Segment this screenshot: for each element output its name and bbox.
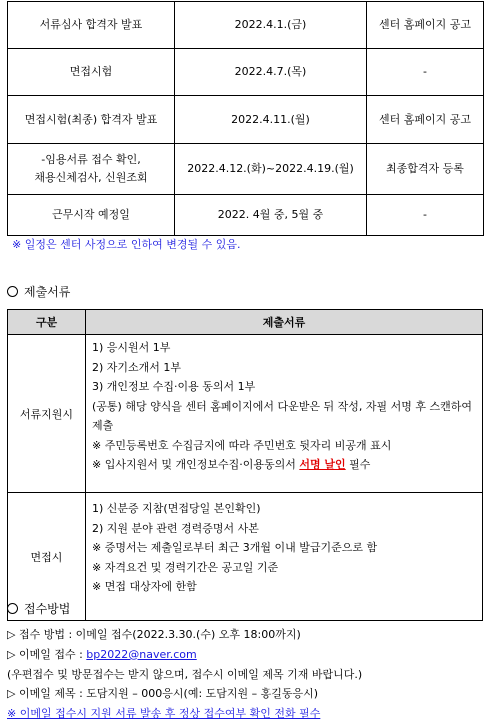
method-heading [7, 600, 70, 617]
schedule-step-text: -임용서류 접수 확인, [41, 153, 141, 166]
email-label: ▷ 이메일 접수 : [7, 647, 87, 661]
list-item: (공통) 해당 양식을 센터 홈페이지에서 다운받은 뒤 작성, 자필 서명 후 스캔하여 제출 [92, 399, 472, 432]
schedule-note-cell: 센터 홈페이지 공고 [367, 2, 484, 49]
schedule-step-cell [8, 144, 175, 195]
schedule-row [8, 2, 484, 49]
circle-bullet-icon [7, 286, 18, 297]
column-header-documents: 제출서류 [86, 310, 483, 335]
schedule-step-cell [8, 195, 175, 236]
schedule-step-text: 근무시작 예정일 [52, 208, 130, 221]
schedule-date-cell [175, 2, 367, 49]
schedule-row [8, 49, 484, 96]
category-cell: 서류지원시 [8, 335, 86, 493]
method-line: (우편접수 및 방문접수는 받지 않으며, 접수시 이메일 제목 기재 바랍니다.) [7, 667, 363, 681]
documents-table [7, 309, 483, 621]
list-item: ※ 면접 대상자에 한함 [92, 580, 197, 593]
signature-emphasis: 서명 날인 [299, 458, 346, 471]
schedule-step-cell [8, 2, 175, 49]
schedule-table [7, 1, 484, 236]
method-heading-label: 접수방법 [24, 602, 71, 616]
schedule-date-text: 2022.4.11.(월) [231, 112, 310, 126]
signature-note-prefix: ※ 입사지원서 및 개인정보수집·이용동의서 [92, 458, 300, 471]
list-item: 3) 개인정보 수집·이용 동의서 1부 [92, 380, 256, 393]
table-row [8, 493, 483, 621]
method-line [7, 645, 362, 665]
method-warning: ※ 이메일 접수시 지원 서류 발송 후 정상 접수여부 확인 전화 필수 [7, 707, 321, 721]
schedule-date-text: 2022.4.12.(화)~2022.4.19.(월) [187, 162, 354, 175]
signature-note-suffix: 필수 [345, 458, 371, 471]
schedule-date-cell [175, 96, 367, 144]
schedule-notice: ※ 일정은 센터 사정으로 인하여 변경될 수 있음. [12, 238, 241, 251]
list-item: ※ 증명서는 제출일로부터 최근 3개월 이내 발급기준으로 함 [92, 541, 378, 554]
schedule-body [8, 2, 484, 236]
schedule-row [8, 96, 484, 144]
documents-cell [86, 335, 483, 493]
schedule-step-text: 채용신체검사, 신원조회 [34, 171, 148, 184]
schedule-step-text: 서류심사 합격자 발표 [39, 18, 143, 31]
schedule-date-cell [175, 49, 367, 96]
schedule-date-text: 2022.4.1.(금) [234, 18, 307, 31]
method-body [7, 625, 362, 724]
category-cell: 면접시 [8, 493, 86, 621]
schedule-step-text: 면접시험(최종) 합격자 발표 [24, 112, 158, 126]
circle-bullet-icon [7, 603, 18, 614]
column-header-category: 구분 [8, 310, 86, 335]
list-item: ※ 주민등록번호 수집금지에 따라 주민번호 뒷자리 비공개 표시 [92, 438, 392, 452]
schedule-step-cell [8, 96, 175, 144]
email-link[interactable]: bp2022@naver.com [86, 647, 197, 661]
documents-heading-label: 제출서류 [24, 285, 71, 299]
list-item: 1) 신분증 지참(면접당일 본인확인) [92, 502, 261, 515]
documents-heading [7, 283, 70, 300]
list-item: 2) 자기소개서 1부 [92, 360, 182, 374]
list-item: 1) 응시원서 1부 [92, 341, 171, 354]
method-line: ▷ 이메일 제목 : 도담지원 – 000응시(예: 도담지원 – 홍길동응시) [7, 687, 319, 701]
schedule-note-cell: - [367, 195, 484, 236]
schedule-date-text: 2022. 4월 중, 5월 중 [217, 208, 324, 221]
schedule-date-cell [175, 195, 367, 236]
schedule-row [8, 195, 484, 236]
schedule-date-text: 2022.4.7.(목) [234, 65, 307, 78]
list-item: ※ 자격요건 및 경력기간은 공고일 기준 [92, 560, 279, 574]
schedule-note-cell: 센터 홈페이지 공고 [367, 96, 484, 144]
list-item [92, 455, 476, 475]
schedule-step-cell [8, 49, 175, 96]
schedule-row [8, 144, 484, 195]
schedule-date-cell [175, 144, 367, 195]
table-row [8, 335, 483, 493]
schedule-note-cell: - [367, 49, 484, 96]
method-line: ▷ 접수 방법 : 이메일 접수(2022.3.30.(수) 오후 18:00까지) [7, 628, 301, 641]
list-item: 2) 지원 분야 관련 경력증명서 사본 [92, 521, 259, 535]
schedule-step-text: 면접시험 [69, 65, 113, 78]
schedule-note-cell: 최종합격자 등록 [367, 144, 484, 195]
documents-cell [86, 493, 483, 621]
